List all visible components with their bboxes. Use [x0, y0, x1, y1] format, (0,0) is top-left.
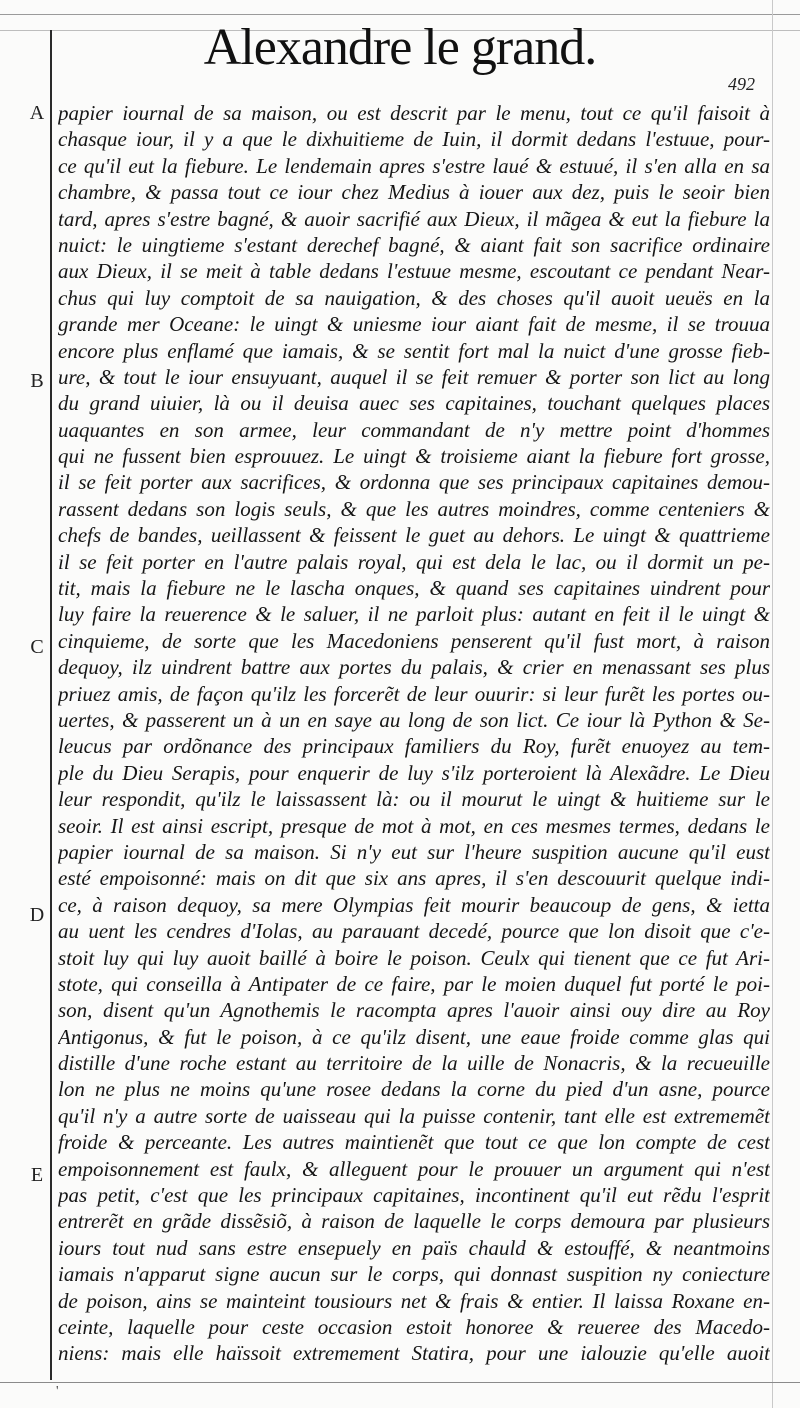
text-line: pas petit, c'est que les principaux capitaines, incontinent qu'il eut rẽdu l'esprit — [58, 1183, 770, 1208]
text-line: distille d'une roche estant au territoire de la uille de Nonacris, & la recueuille — [58, 1051, 770, 1076]
text-line: au uent les cendres d'Iolas, au parauant decedé, pource que lon disoit que c'e- — [58, 919, 770, 944]
text-line: il se feit porter en l'autre palais royal, qui est dela le lac, ou il dormit un pe- — [58, 549, 770, 574]
text-line: du grand uiuier, là ou il deuisa auec ses capitaines, touchant quelques places — [58, 391, 770, 416]
margin-marker-b: B — [30, 370, 44, 392]
text-line: ce, à raison dequoy, sa mere Olympias feit mourir beaucoup de gens, & ietta — [58, 892, 770, 917]
text-line: stote, qui conseilla à Antipater de ce faire, par le moien duquel fut porté le poi- — [58, 971, 770, 996]
footer-mark: ' — [56, 1384, 59, 1399]
text-line: cinquieme, de sorte que les Macedoniens penserent qu'il fust mort, à raison — [58, 628, 770, 653]
text-line: ce qu'il eut la fiebure. Le lendemain apres s'estre laué & estuué, il s'en alla en sa — [58, 153, 770, 178]
margin-marker-a: A — [29, 102, 45, 124]
text-line: uaquantes en son armee, leur commandant de n'y mettre point d'hommes — [58, 417, 770, 442]
page-right-edge — [772, 0, 773, 1408]
text-line: iours tout nud sans estre ensepuely en païs chauld & estouffé, & neantmoins — [58, 1235, 770, 1260]
margin-marker-e: E — [30, 1164, 44, 1186]
text-line: niens: mais elle haïssoit extremement Statira, pour une ialouzie qu'elle auoit — [58, 1341, 770, 1366]
text-line: stoit luy qui luy auoit baillé à boire le poison. Ceulx qui tienent que ce fut Ari- — [58, 945, 770, 970]
text-line: chus qui luy comptoit de sa nauigation, & des choses qu'il auoit ueuës en la — [58, 285, 770, 310]
text-line: qui ne fussent bien esprouuez. Le uingt & troisieme aiant la fiebure fort grosse, — [58, 444, 770, 469]
text-line: lon ne plus ne moins qu'une rosee dedans la corne du pied d'un asne, pource — [58, 1077, 770, 1102]
text-line: leucus par ordõnance des principaux familiers du Roy, furẽt enuoyez au tem- — [58, 734, 770, 759]
margin-marker-c: C — [30, 636, 44, 658]
text-line: il se feit porter aux sacrifices, & ordonna que ses principaux capitaines demou- — [58, 470, 770, 495]
text-line: esté empoisonné: mais on dit que six ans apres, il s'en descouurit quelque indi- — [58, 866, 770, 891]
text-line: tard, apres s'estre bagné, & auoir sacrifié aux Dieux, il mãgea & eut la fiebure la — [58, 206, 770, 231]
text-line: entrerẽt en grãde dissẽsiõ, à raison de laquelle le corps demoura par plusieurs — [58, 1209, 770, 1234]
text-line: encore plus enflamé que iamais, & se sentit fort mal la nuict d'une grosse fieb- — [58, 338, 770, 363]
text-line: chasque iour, il y a que le dixhuitieme de Iuin, il dormit dedans l'estuue, pour- — [58, 127, 770, 152]
text-line: ure, & tout le iour ensuyuant, auquel il se feit remuer & porter son lict au long — [58, 364, 770, 389]
text-line: qu'il n'y a autre sorte de uaisseau qui la puisse contenir, tant elle est extrememẽt — [58, 1103, 770, 1128]
text-line: chambre, & passa tout ce iour chez Medius à iouer aux dez, puis le seoir bien — [58, 180, 770, 205]
running-title: Alexandre le grand. — [203, 19, 597, 76]
page-number: 492 — [728, 74, 755, 94]
text-line: seoir. Il est ainsi escript, presque de mot à mot, en ces mesmes termes, dedans le — [58, 813, 770, 838]
text-line: empoisonnement est faulx, & alleguent pour le prouuer un argument qui n'est — [58, 1156, 770, 1181]
text-line: tit, mais la fiebure ne le lascha onques, & quand ses capitaines uindrent pour — [58, 576, 770, 601]
text-line: ple du Dieu Serapis, pour enquerir de luy s'ilz porteroient là Alexãdre. Le Dieu — [58, 760, 770, 785]
text-line: papier iournal de sa maison, ou est descrit par le menu, tout ce qu'il faisoit à — [58, 101, 770, 125]
text-line: papier iournal de sa maison. Si n'y eut sur l'heure suspition aucune qu'il eust — [58, 839, 770, 864]
text-line: Antigonus, & fut le poison, à ce qu'ilz disent, une eaue froide comme glas qui — [58, 1024, 770, 1049]
text-line: son, disent qu'un Agnothemis le racompta apres l'auoir ainsi ouy dire au Roy — [58, 998, 770, 1023]
text-line: froide & perceante. Les autres maintienẽt que tout ce que lon compte de cest — [58, 1130, 770, 1155]
page-left-rule — [50, 30, 52, 1380]
text-line: aux Dieux, il se meit à table dedans l'estuue mesme, escoutant ce pendant Near- — [58, 259, 770, 284]
text-line: uertes, & passerent un à un en saye au long de son lict. Ce iour là Python & Se- — [58, 707, 770, 732]
text-line: chefs de bandes, ueillassent & feissent le guet au dehors. Le uingt & quattrieme — [58, 523, 770, 548]
text-line: leur respondit, qu'ilz le laissassent là: ou il mourut le uingt & huitieme sur le — [58, 787, 770, 812]
text-line: ceinte, laquelle pour ceste occasion estoit honoree & reueree des Macedo- — [58, 1314, 770, 1339]
margin-marker-d: D — [29, 904, 45, 926]
text-line: de poison, ains se mainteint tousiours net & frais & entier. Il laissa Roxane en- — [58, 1288, 770, 1313]
text-line: rassent dedans son logis seuls, & que les autres moindres, comme centeniers & — [58, 496, 770, 521]
text-line: dequoy, ilz uindrent battre aux portes du palais, & crier en menassant ses plus — [58, 655, 770, 680]
text-line: grande mer Oceane: le uingt & uniesme iour aiant fait de mesme, il se trouua — [58, 312, 770, 337]
text-line: nuict: le uingtieme s'estant derechef bagné, & aiant fait son sacrifice ordinaire — [58, 232, 770, 257]
text-line: iamais n'apparut signe aucun sur le corps, qui donnast suspition ny coniecture — [58, 1262, 770, 1287]
page-top-edge — [0, 14, 800, 15]
page-bottom-edge — [0, 1382, 800, 1383]
text-line: priuez amis, de façon qu'ilz les forcerẽt de leur ouurir: si leur furẽt les portes ou- — [58, 681, 770, 706]
body-text — [58, 100, 770, 1367]
text-line: luy faire la reuerence & le saluer, il ne parloit plus: autant en feit il le uingt & — [58, 602, 770, 627]
